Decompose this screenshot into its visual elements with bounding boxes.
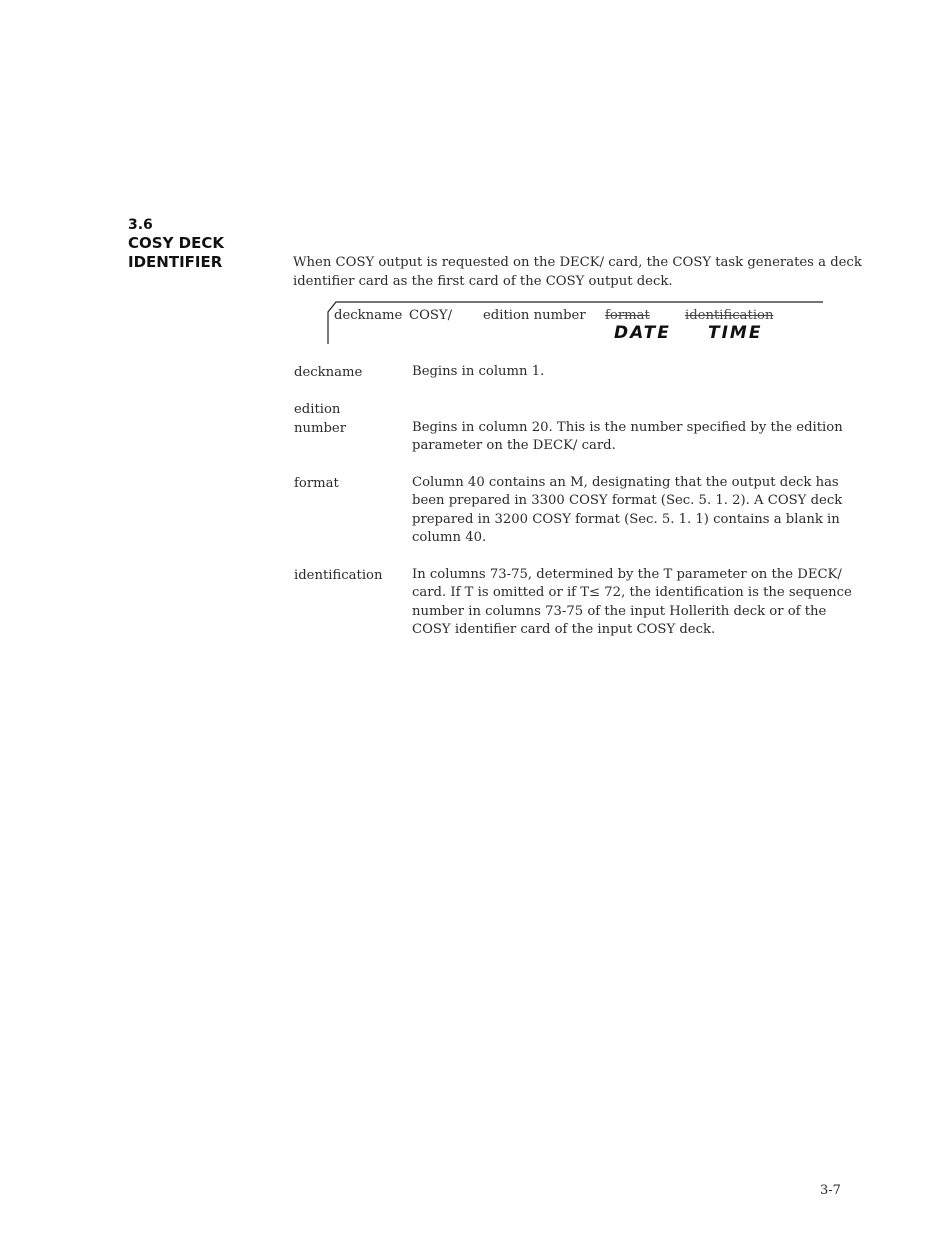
description-format: Column 40 contains an M, designating that the output deck has been prepared in 3300 COSY format (Sec. 5. 1. 2). A COSY deck prepared in 3200 COSY format (Sec. 5. 1. 1) contains a blank in column 40. xyxy=(412,475,843,545)
term-format: format xyxy=(294,476,339,491)
description-edition-number: Begins in column 20. This is the number specified by the edition parameter on the DECK/ card. xyxy=(412,420,843,454)
card-field-deckname: deckname xyxy=(334,308,403,323)
term-edition-line2: number xyxy=(294,421,347,436)
card-field-identification-struck: identification xyxy=(685,308,774,323)
handwritten-time: TIME xyxy=(708,323,763,343)
card-format-diagram xyxy=(327,296,827,348)
term-deckname: deckname xyxy=(294,365,363,380)
page-number: 3-7 xyxy=(820,1183,841,1198)
card-field-format-struck: format xyxy=(605,308,650,323)
section-title: COSY DECK IDENTIFIER xyxy=(128,234,224,271)
intro-paragraph: When COSY output is requested on the DECK/ card, the COSY task generates a deck identifier card as the first card of the COSY output deck. xyxy=(293,255,862,289)
description-deckname: Begins in column 1. xyxy=(412,364,545,379)
card-field-edition-number: edition number xyxy=(483,308,586,323)
section-number: 3.6 xyxy=(128,217,153,233)
term-edition-line1: edition xyxy=(294,402,341,417)
description-identification: In columns 73-75, determined by the T parameter on the DECK/ card. If T is omitted or if T≤ 72, the identification is the sequence number in columns 73-75 of the input Hollerith deck or of the COSY identifier card of the input COSY deck. xyxy=(412,567,852,637)
card-field-cosy: COSY/ xyxy=(409,308,453,323)
term-identification: identification xyxy=(294,568,383,583)
handwritten-date: DATE xyxy=(614,323,671,343)
